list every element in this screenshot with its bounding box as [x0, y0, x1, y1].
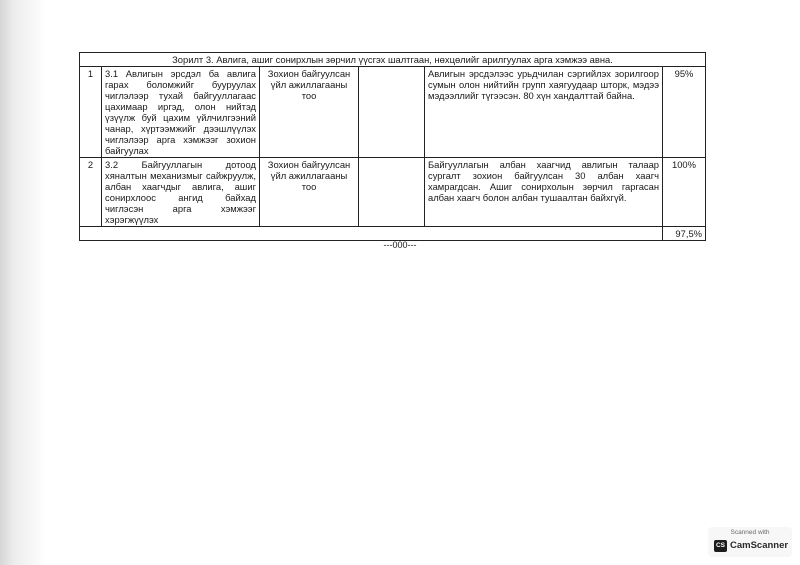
completion-percent: 100% — [663, 158, 706, 227]
total-label-cell — [80, 227, 663, 241]
completion-percent: 95% — [663, 67, 706, 158]
scanned-with-text: Scanned with — [730, 529, 770, 536]
scan-shadow-edge — [0, 0, 46, 565]
total-percent: 97,5% — [663, 227, 706, 241]
table-title: Зорилт 3. Авлига, ашиг сонирхлын зөрчил үүсгэх шалтгаан, нөхцөлийг арилгуулах арга хэмжээ авна. — [80, 53, 706, 67]
result-description: Авлигын эрсдэлээс урьдчилан сэргийлэх зорилгоор сумын олон нийтийн групп хаягуудаар шторк, мэдээ мэдээллийг түгээсэн. 80 хүн хандалттай байна. — [425, 67, 663, 158]
baseline-cell — [359, 158, 425, 227]
activity-description: 3.2 Байгууллагын дотоод хяналтын механизмыг сайжруулж, албан хаагчдыг авлига, ашиг сонирхлоос ангид байхад чиглэсэн арга хэмжээг хэрэгжүүлэх — [102, 158, 260, 227]
table-row — [80, 158, 706, 227]
row-number: 2 — [80, 158, 102, 227]
table-title-row — [80, 53, 706, 67]
camscanner-logo-icon: CS — [714, 540, 727, 552]
total-row — [80, 227, 706, 241]
camscanner-app-name: CamScanner — [730, 540, 789, 551]
row-number: 1 — [80, 67, 102, 158]
result-description: Байгууллагын албан хаагчид авлигын талаар сургалт зохион байгуулсан 30 албан хаагч хамрагдсан. Ашиг сонирхолын зөрчил гаргасан албан хаагч болон албан тушаалтан байхгүй. — [425, 158, 663, 227]
baseline-cell — [359, 67, 425, 158]
measure-indicator: Зохион байгуулсан үйл ажиллагааны тоо — [260, 67, 359, 158]
table-row — [80, 67, 706, 158]
measure-indicator: Зохион байгуулсан үйл ажиллагааны тоо — [260, 158, 359, 227]
activity-description: 3.1 Авлигын эрсдэл ба авлига гарах боломжийг бууруулах чиглэлээр тухай байгууллагаас цахимаар иргэд, олон нийтэд үзүүлж буй цахим үйлчилгээний чанар, хүртээмжийг дээшлүүлэх чиглэлээр арга хэмжээг зохион байгуулах — [102, 67, 260, 158]
results-table — [79, 52, 706, 241]
end-of-document-mark: ---000--- — [383, 240, 417, 250]
camscanner-watermark — [708, 527, 792, 557]
